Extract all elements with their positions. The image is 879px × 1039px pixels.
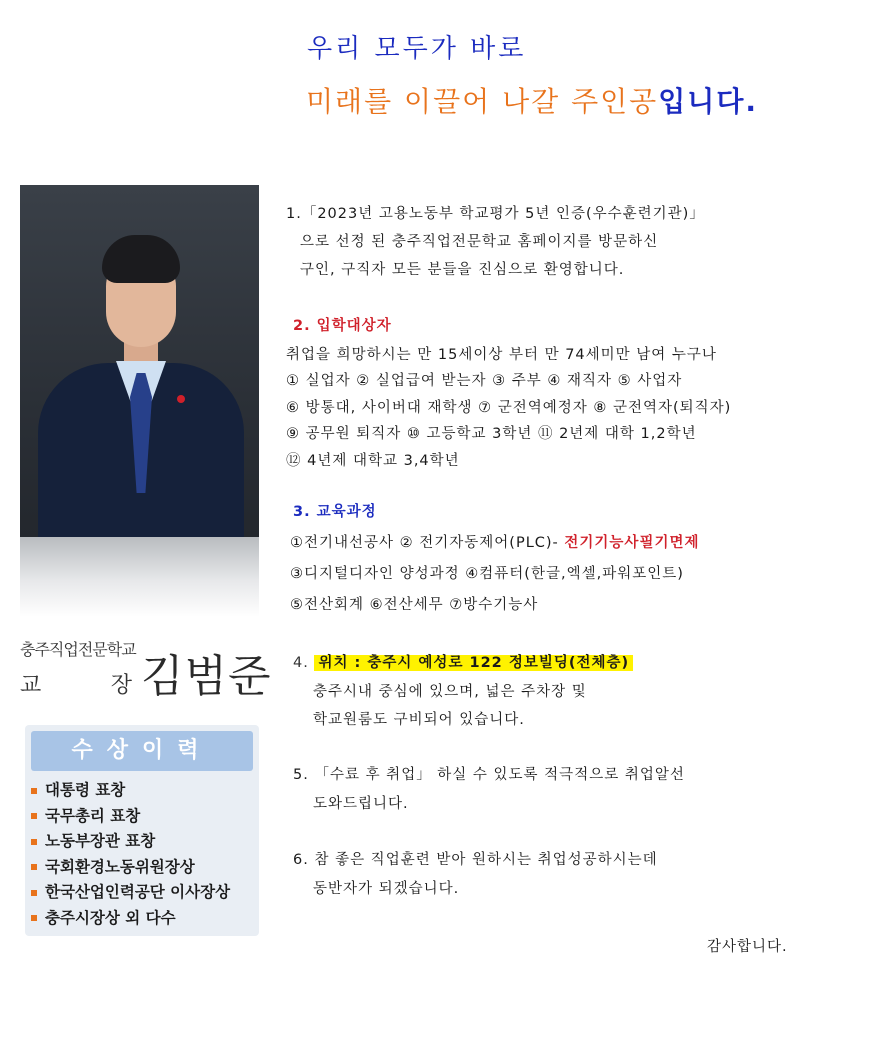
sec4-line-3: 학교원룸도 구비되어 있습니다. [313,712,525,728]
principal-title [20,668,132,699]
sec2-line-4: ⑨ 공무원 퇴직자 ⑩ 고등학교 3학년 ⑪ 2년제 대학 1,2학년 [286,426,697,442]
sec3-heading: 3. 교육과정 [293,504,377,520]
bullet-icon [31,788,37,794]
headline-navy-text: 입니다. [658,85,759,118]
sec4-line-1: 4. 위치 : 충주시 예성로 122 정보빌딩(전체층) [293,651,633,672]
sec2-line-5: ⑫ 4년제 대학교 3,4학년 [286,453,460,469]
sec2-heading: 2. 입학대상자 [293,318,392,334]
sec6-line-2: 동반자가 되겠습니다. [313,881,460,897]
closing-text: 감사합니다. [707,939,788,955]
bullet-icon [31,864,37,870]
sec1-line-2: 으로 선정 된 충주직업전문학교 홈페이지를 방문하신 [300,234,659,250]
principal-photo [20,185,259,537]
award-item: 충주시장상 외 다수 [31,906,230,932]
sec1-line-1: 1.「2023년 고용노동부 학교평가 5년 인증(우수훈련기관)」 [286,206,705,222]
headline-orange-text: 미래를 이끌어 나갈 주인공 [306,85,659,118]
principal-title-b: 장 [110,673,132,698]
sec5-line-2: 도와드립니다. [313,796,409,812]
sec5-line-1: 5. 「수료 후 취업」 하실 수 있도록 적극적으로 취업알선 [293,767,685,783]
bullet-icon [31,890,37,896]
sec2-line-2: ① 실업자 ② 실업급여 받는자 ③ 주부 ④ 재직자 ⑤ 사업자 [286,373,683,389]
awards-heading: 수상이력 [31,731,253,771]
photo-reflection [20,537,259,617]
school-name: 충주직업전문학교 [20,640,136,659]
sec2-line-1: 취업을 희망하시는 만 15세이상 부터 만 74세미만 남여 누구나 [286,347,717,363]
sec2-line-3: ⑥ 방통대, 사이버대 재학생 ⑦ 군전역예정자 ⑧ 군전역자(퇴직자) [286,400,732,416]
awards-list [31,778,230,931]
award-item: 노동부장관 표창 [31,829,230,855]
sec3-line-3: ⑤전산회계 ⑥전산세무 ⑦방수기능사 [290,597,539,613]
exemption-note: 전기기능사필기면제 [564,535,700,551]
award-item: 대통령 표창 [31,778,230,804]
headline-line-1: 우리 모두가 바로 [307,34,527,64]
award-item: 국무총리 표창 [31,804,230,830]
principal-title-a: 교 [20,673,42,698]
sec3-line-1: ①전기내선공사 ② 전기자동제어(PLC)- 전기기능사필기면제 [290,535,700,551]
sec3-line-2: ③디지털디자인 양성과정 ④컴퓨터(한글,엑셀,파워포인트) [290,566,684,582]
award-item: 한국산업인력공단 이사장상 [31,880,230,906]
headline-line-2 [306,80,758,120]
location-highlight: 위치 : 충주시 예성로 122 정보빌딩(전체층) [314,655,633,671]
principal-name: 김범준 [141,651,272,702]
award-item: 국회환경노동위원장상 [31,855,230,881]
bullet-icon [31,915,37,921]
bullet-icon [31,813,37,819]
awards-box [25,725,259,936]
sec6-line-1: 6. 참 좋은 직업훈련 받아 원하시는 취업성공하시는데 [293,852,658,868]
sec1-line-3: 구인, 구직자 모든 분들을 진심으로 환영합니다. [300,262,625,278]
sec4-line-2: 충주시내 중심에 있으며, 넓은 주차장 및 [313,684,587,700]
bullet-icon [31,839,37,845]
